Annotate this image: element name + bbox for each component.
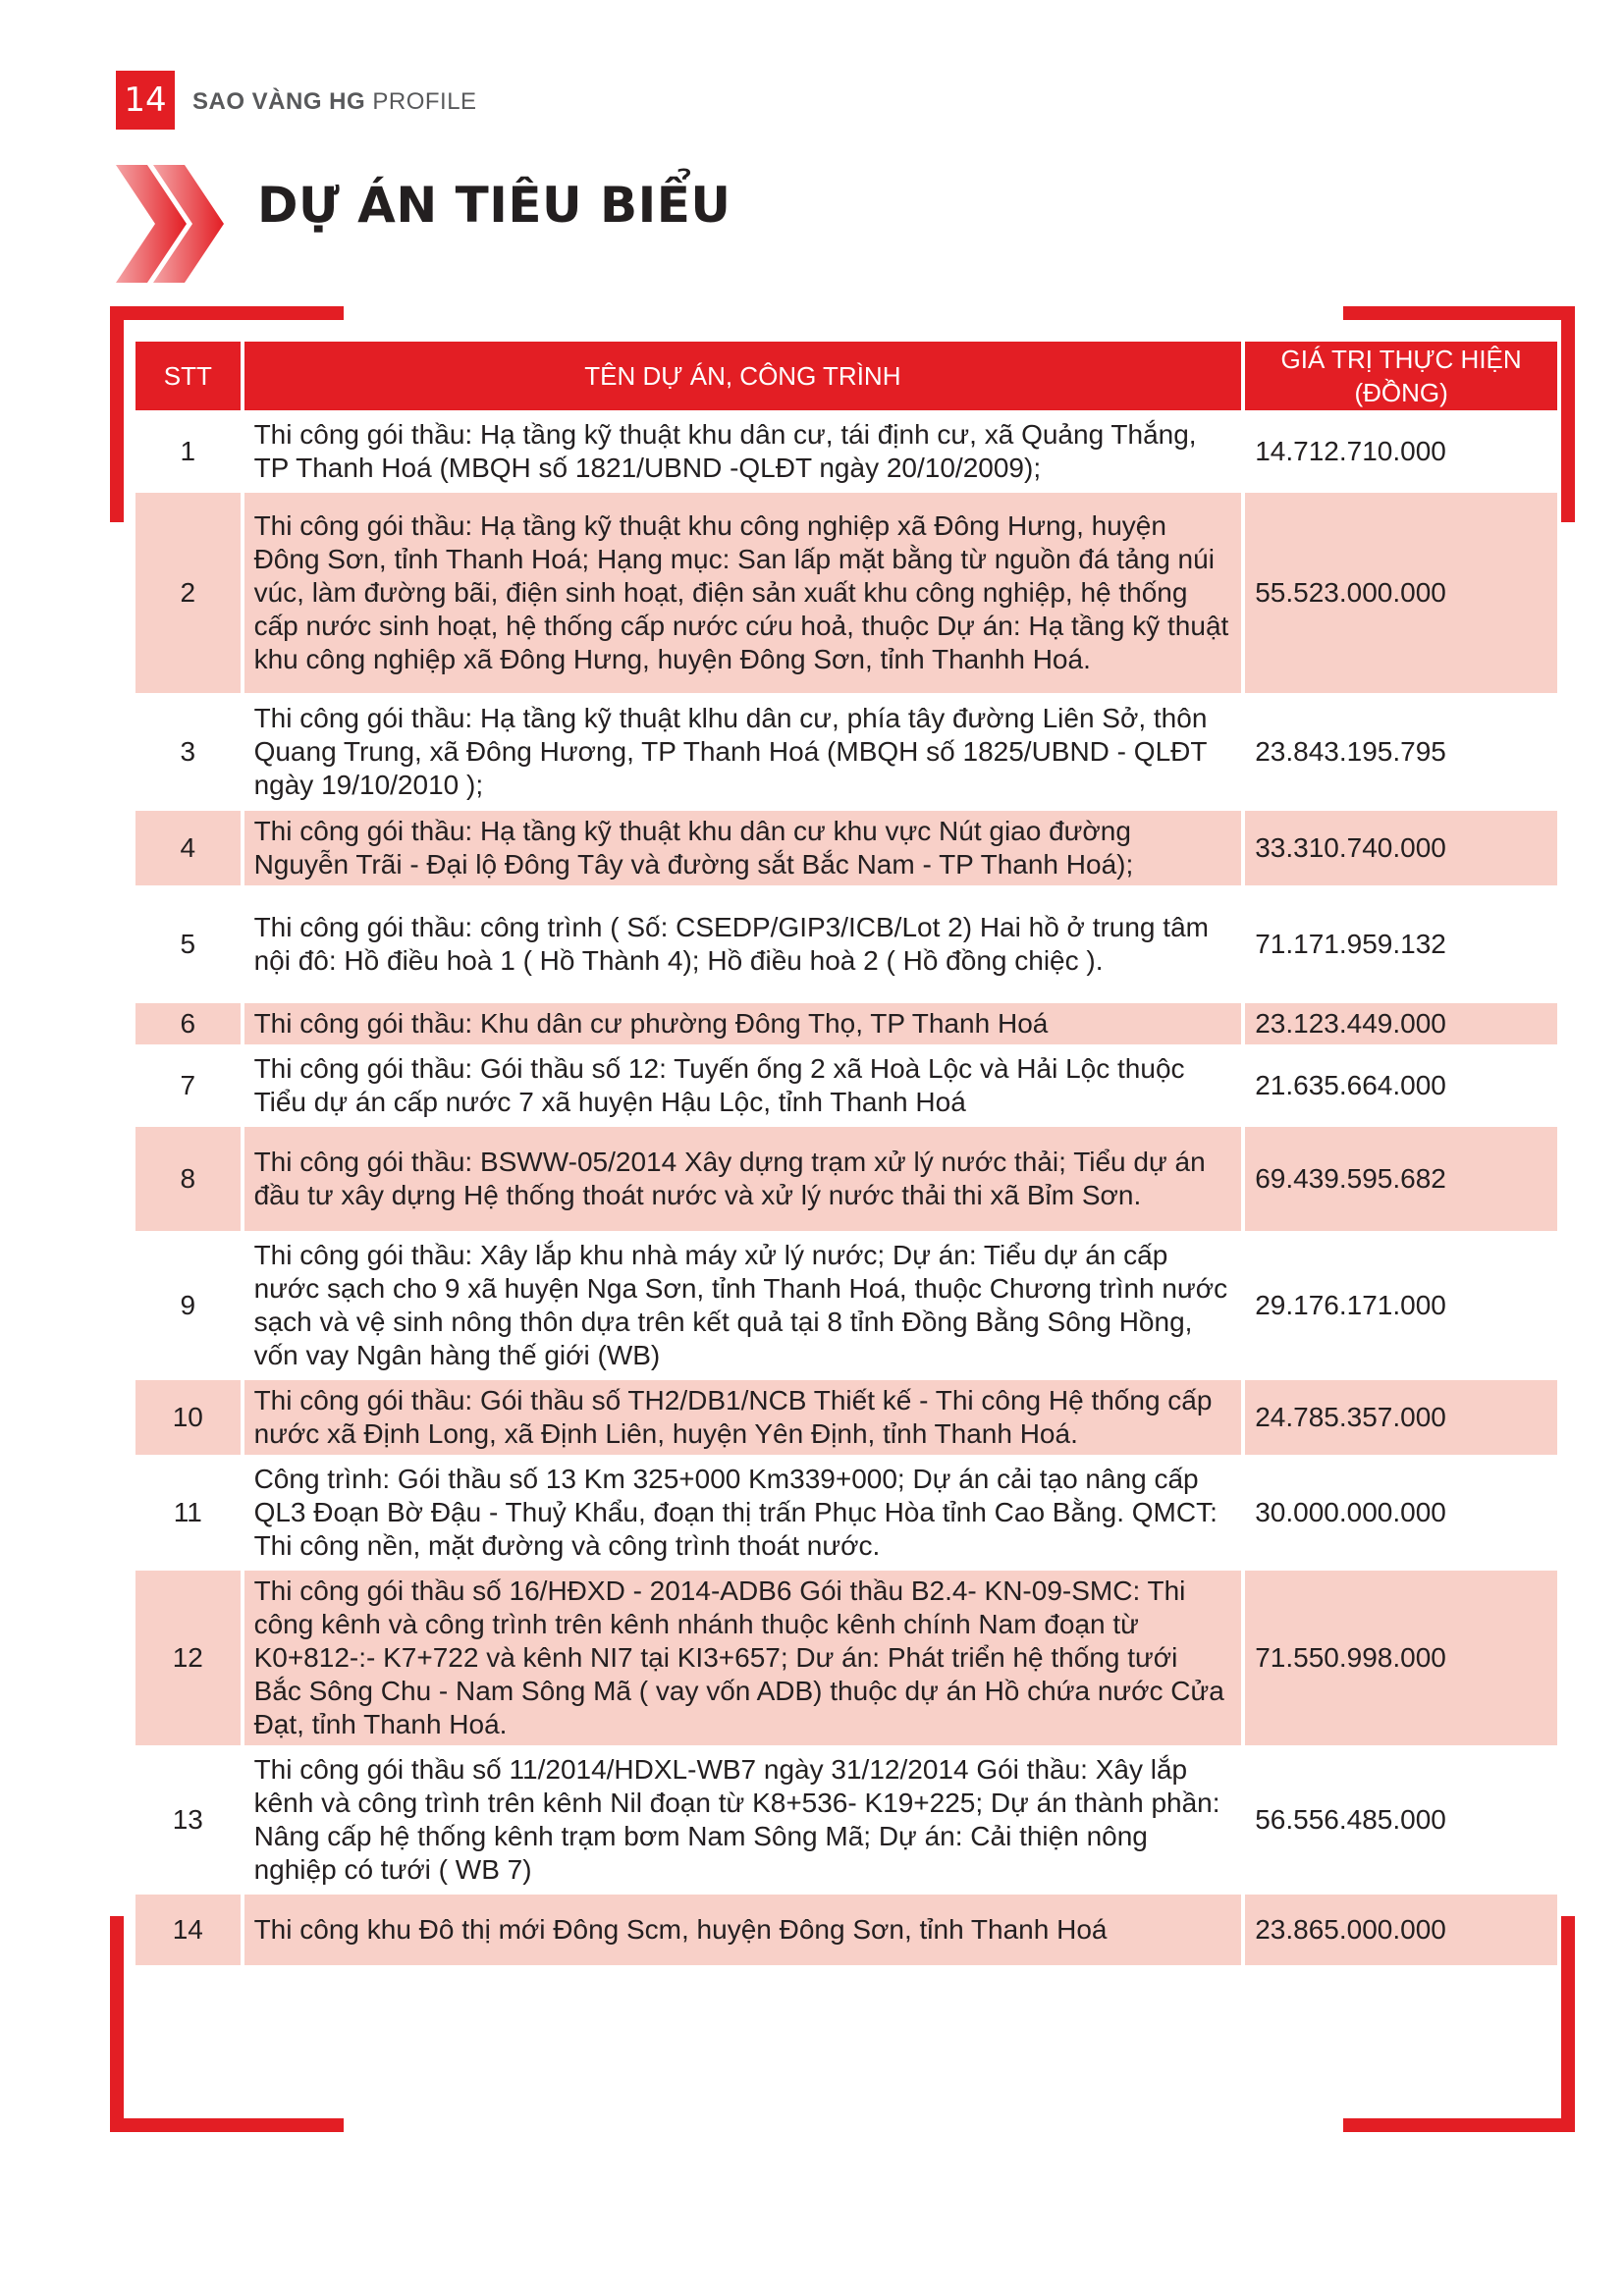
- row-stt: 13: [172, 1804, 203, 1835]
- table-row: [135, 1749, 1557, 1891]
- section-title: DỰ ÁN TIÊU BIỂU: [257, 177, 731, 234]
- table-row: [135, 1380, 1557, 1455]
- brand-suffix: PROFILE: [365, 88, 477, 115]
- row-stt: 5: [180, 929, 196, 959]
- table-header-row: [135, 342, 1557, 410]
- frame-bottom-left-v: [110, 1916, 124, 2132]
- double-chevron-icon: [116, 165, 224, 283]
- row-project-name: Thi công gói thầu: công trình ( Số: CSEDP/GIP3/ICB/Lot 2) Hai hồ ở trung tâm nội đô: Hồ điều hoà 1 ( Hồ Thành 4); Hồ điều hoà 2 ( Hồ đồng chiệc ).: [253, 912, 1209, 976]
- table-row: [135, 1127, 1557, 1231]
- header-value-line2: (ĐỒNG): [1354, 378, 1448, 407]
- row-stt: 7: [180, 1070, 196, 1100]
- row-value: 14.712.710.000: [1255, 436, 1446, 466]
- row-stt: 12: [135, 1571, 241, 1745]
- row-project-name: Thi công gói thầu: Hạ tầng kỹ thuật klhu dân cư, phía tây đường Liên Sở, thôn Quang Trung, xã Đông Hương, TP Thanh Hoá (MBQH số 1825/UBND - QLĐT ngày 19/10/2010 );: [253, 703, 1208, 800]
- table-row: [135, 697, 1557, 807]
- row-value: 71.550.998.000: [1245, 1571, 1557, 1745]
- row-project-name: Công trình: Gói thầu số 13 Km 325+000 Km339+000; Dự án cải tạo nâng cấp QL3 Đoạn Bờ Đậu - Thuỷ Khẩu, đoạn thị trấn Phục Hòa tỉnh Cao Bằng. QMCT: Thi công nền, mặt đường và công trình thoát nước.: [253, 1464, 1218, 1561]
- row-project-name: Thi công gói thầu: Hạ tầng kỹ thuật khu công nghiệp xã Đông Hưng, huyện Đông Sơn, tỉnh Thanh Hoá; Hạng mục: San lấp mặt bằng từ nguồn đá tảng núi vúc, làm đường bãi, điện sinh hoạt, điện sản xuất khu công nghiệp, hệ thống cấp nước sinh hoạt, hệ thống cấp nước cứu hoả, thuộc Dự án: Hạ tầng kỹ thuật khu công nghiệp xã Đông Hưng, huyện Đông Sơn, tỉnh Thanhh Hoá.: [244, 493, 1242, 693]
- row-stt: 10: [135, 1380, 241, 1455]
- row-value: 55.523.000.000: [1245, 493, 1557, 693]
- row-value: 56.556.485.000: [1255, 1804, 1446, 1835]
- row-value: 71.171.959.132: [1255, 929, 1446, 959]
- table-row: [135, 1571, 1557, 1745]
- header-value: [1245, 342, 1557, 410]
- frame-top-left-h: [110, 306, 344, 320]
- header-value-line1: GIÁ TRỊ THỰC HIỆN: [1280, 345, 1522, 374]
- table-row: [135, 414, 1557, 489]
- frame-bottom-right-v: [1561, 1916, 1575, 2132]
- row-value: 33.310.740.000: [1245, 811, 1557, 885]
- table-row: [135, 811, 1557, 885]
- row-project-name: Thi công khu Đô thị mới Đông Scm, huyện Đông Sơn, tỉnh Thanh Hoá: [244, 1895, 1242, 1965]
- header-brand: [192, 88, 477, 116]
- row-project-name: Thi công gói thầu: Xây lắp khu nhà máy xử lý nước; Dự án: Tiểu dự án cấp nước sạch cho 9 xã huyện Nga Sơn, tỉnh Thanh Hoá, thuộc Chương trình nước sạch và vệ sinh nông thôn dựa trên kết quả tại 8 tỉnh Đồng Bằng Sông Hồng, vốn vay Ngân hàng thế giới (WB): [253, 1240, 1228, 1370]
- projects-table: [132, 338, 1561, 1969]
- row-project-name: Thi công gói thầu: Gói thầu số 12: Tuyến ống 2 xã Hoà Lộc và Hải Lộc thuộc Tiểu dự án cấp nước 7 xã huyện Hậu Lộc, tỉnh Thanh Hoá: [253, 1053, 1185, 1117]
- row-stt: 9: [180, 1290, 196, 1320]
- row-project-name: Thi công gói thầu: Hạ tầng kỹ thuật khu dân cư, tái định cư, xã Quảng Thắng, TP Thanh Hoá (MBQH số 1821/UBND -QLĐT ngày 20/10/2009);: [253, 419, 1197, 483]
- table-row: [135, 1235, 1557, 1376]
- row-project-name: Thi công gói thầu số 11/2014/HDXL-WB7 ngày 31/12/2014 Gói thầu: Xây lắp kênh và công trình trên kênh Nil đoạn từ K8+536- K19+225; Dự án thành phần: Nâng cấp hệ thống kênh trạm bơm Nam Sông Mã; Dự án: Cải thiện nông nghiệp có tưới ( WB 7): [253, 1754, 1220, 1885]
- row-value: 24.785.357.000: [1245, 1380, 1557, 1455]
- row-value: 23.843.195.795: [1255, 736, 1446, 767]
- header-project-name: TÊN DỰ ÁN, CÔNG TRÌNH: [244, 342, 1242, 410]
- frame-bottom-right-h: [1343, 2118, 1575, 2132]
- frame-top-right-h: [1343, 306, 1575, 320]
- row-value: 69.439.595.682: [1245, 1127, 1557, 1231]
- header-stt: STT: [135, 342, 241, 410]
- row-project-name: Thi công gói thầu: BSWW-05/2014 Xây dựng trạm xử lý nước thải; Tiểu dự án đầu tư xây dựng Hệ thống thoát nước và xử lý nước thải thi xã Bỉm Sơn.: [244, 1127, 1242, 1231]
- brand-name: SAO VÀNG HG: [192, 88, 366, 115]
- page-number: 14: [116, 71, 175, 130]
- row-value: 29.176.171.000: [1255, 1290, 1446, 1320]
- table-row: [135, 493, 1557, 693]
- table-row: [135, 1459, 1557, 1567]
- table-row: [135, 1048, 1557, 1123]
- projects-table-wrap: [132, 338, 1561, 1969]
- frame-bottom-left-h: [110, 2118, 344, 2132]
- row-project-name: Thi công gói thầu: Khu dân cư phường Đông Thọ, TP Thanh Hoá: [244, 1003, 1242, 1044]
- frame-top-right-v: [1561, 306, 1575, 522]
- row-stt: 3: [180, 736, 196, 767]
- table-row: [135, 1895, 1557, 1965]
- table-row: [135, 1003, 1557, 1044]
- row-value: 23.865.000.000: [1245, 1895, 1557, 1965]
- row-stt: 2: [135, 493, 241, 693]
- row-stt: 8: [135, 1127, 241, 1231]
- row-project-name: Thi công gói thầu: Gói thầu số TH2/DB1/NCB Thiết kế - Thi công Hệ thống cấp nước xã Định Long, xã Định Liên, huyện Yên Định, tỉnh Thanh Hoá.: [244, 1380, 1242, 1455]
- row-value: 21.635.664.000: [1255, 1070, 1446, 1100]
- table-row: [135, 889, 1557, 999]
- row-stt: 6: [135, 1003, 241, 1044]
- row-stt: 14: [135, 1895, 241, 1965]
- row-stt: 11: [173, 1497, 202, 1527]
- row-project-name: Thi công gói thầu số 16/HĐXD - 2014-ADB6 Gói thầu B2.4- KN-09-SMC: Thi công kênh và công trình trên kênh nhánh thuộc kênh chính Nam đoạn từ K0+812-:- K7+722 và kênh NI7 tại KI3+657; Dư án: Phát triển hệ thống tưới Bắc Sông Chu - Nam Sông Mã ( vay vốn ADB) thuộc dự án Hồ chứa nước Cửa Đạt, tỉnh Thanh Hoá.: [244, 1571, 1242, 1745]
- row-value: 23.123.449.000: [1245, 1003, 1557, 1044]
- frame-top-left-v: [110, 306, 124, 522]
- row-project-name: Thi công gói thầu: Hạ tầng kỹ thuật khu dân cư khu vực Nút giao đường Nguyễn Trãi - Đại lộ Đông Tây và đường sắt Bắc Nam - TP Thanh Hoá);: [244, 811, 1242, 885]
- row-stt: 4: [135, 811, 241, 885]
- row-value: 30.000.000.000: [1255, 1497, 1446, 1527]
- row-stt: 1: [180, 436, 196, 466]
